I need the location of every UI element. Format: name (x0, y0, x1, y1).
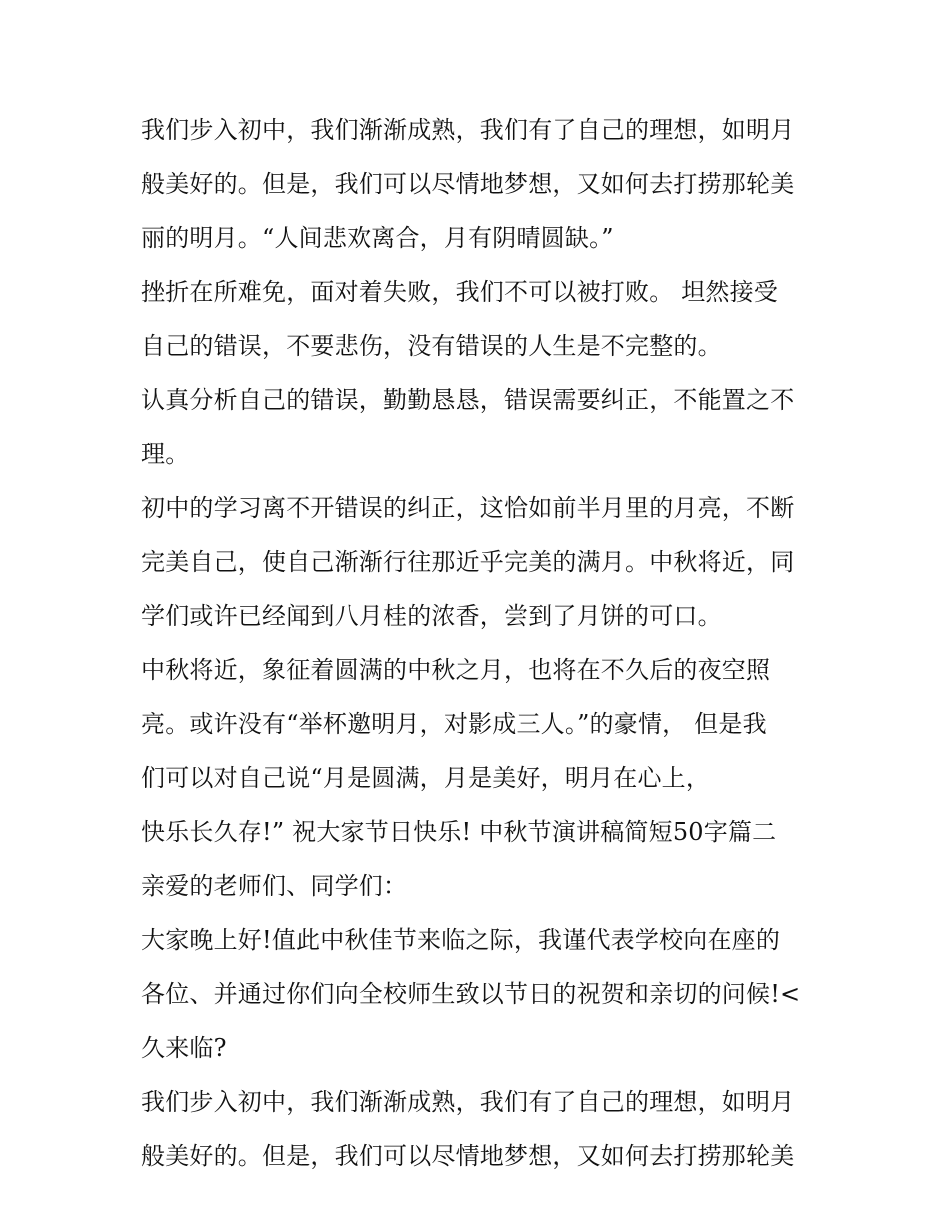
document-body (141, 110, 821, 1190)
text-line: 般美好的。但是，我们可以尽情地梦想，又如何去打捞那轮美 (141, 170, 795, 198)
text-line: 各位、并通过你们向全校师生致以节日的祝贺和亲切的问候!< (141, 980, 801, 1008)
text-line: 自己的错误，不要悲伤，没有错误的人生是不完整的。 (141, 332, 722, 360)
text-line: 挫折在所难免，面对着失败，我们不可以被打败。 坦然接受 (141, 278, 779, 306)
text-line: 认真分析自己的错误，勤勤恳恳，错误需要纠正，不能置之不 (141, 386, 795, 414)
text-line: 我们步入初中，我们渐渐成熟，我们有了自己的理想，如明月 (141, 116, 795, 144)
text-line: 完美自己，使自己渐渐行往那近乎完美的满月。中秋将近，同 (141, 548, 795, 576)
text-line: 久来临? (141, 1034, 227, 1062)
text-line: 大家晚上好!值此中秋佳节来临之际，我谨代表学校向在座的 (141, 926, 781, 954)
text-line: 初中的学习离不开错误的纠正，这恰如前半月里的月亮，不断 (141, 494, 795, 522)
text-line: 我们步入初中，我们渐渐成熟，我们有了自己的理想，如明月 (141, 1088, 795, 1116)
text-line: 们可以对自己说“月是圆满，月是美好，明月在心上， (141, 764, 711, 792)
text-line: 亮。或许没有“举杯邀明月，对影成三人。”的豪情， 但是我 (141, 710, 767, 738)
text-line: 理。 (141, 440, 190, 468)
text-line: 快乐长久存!” 祝大家节日快乐! 中秋节演讲稿简短50字篇二 (141, 818, 777, 846)
text-line: 亲爱的老师们、同学们： (141, 872, 408, 900)
text-line: 中秋将近，象征着圆满的中秋之月，也将在不久后的夜空照 (141, 656, 771, 684)
text-line: 丽的明月。“人间悲欢离合，月有阴晴圆缺。” (141, 224, 614, 252)
text-line: 学们或许已经闻到八月桂的浓香，尝到了月饼的可口。 (141, 602, 722, 630)
text-line: 般美好的。但是，我们可以尽情地梦想，又如何去打捞那轮美 (141, 1142, 795, 1170)
